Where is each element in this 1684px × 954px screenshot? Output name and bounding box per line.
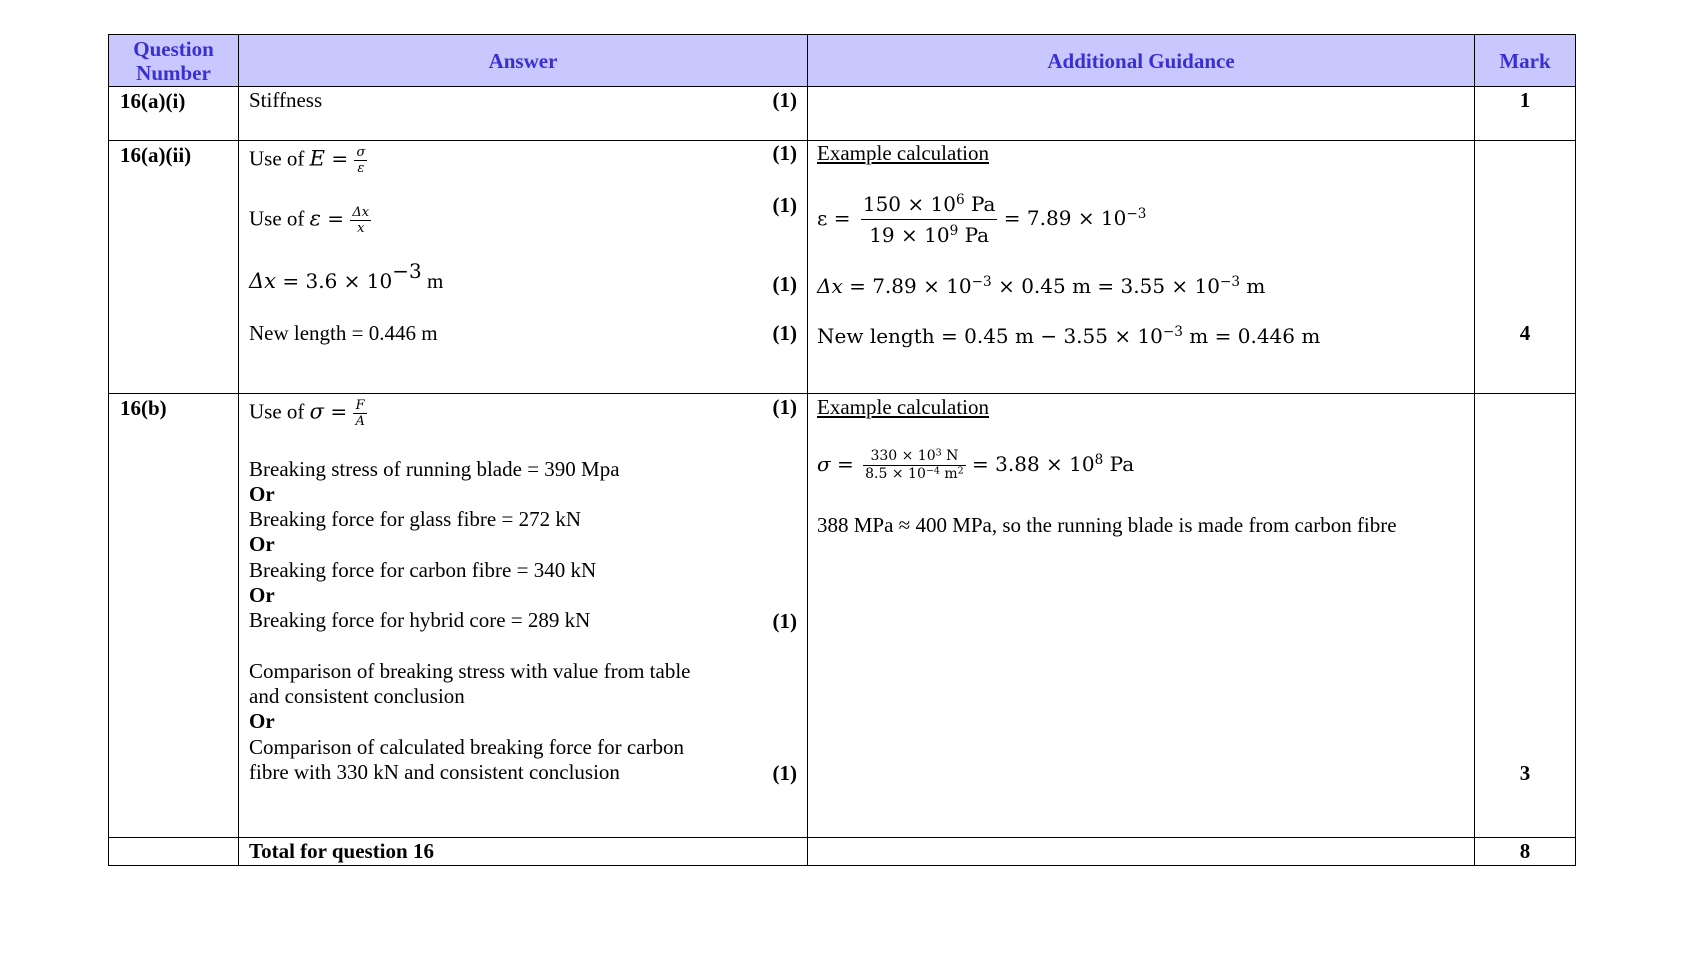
answer-cell (239, 141, 808, 394)
total-guidance-cell (808, 838, 1475, 866)
mark-cell (1475, 394, 1576, 838)
answer-line: Breaking force for carbon fibre = 340 kN (249, 558, 597, 582)
mark-value: 1 (1519, 88, 1531, 112)
answer-line: Breaking force for hybrid core = 289 kN (249, 608, 591, 632)
question-number: 16(a)(ii) (109, 141, 239, 394)
answer-line: Use of ε = $\frac{\Delta x}{x}$ (249, 205, 370, 236)
mark-cell (1475, 141, 1576, 394)
question-number: 16(b) (109, 394, 239, 838)
header-question-number: Question Number (109, 35, 239, 87)
answer-mark: (1) (772, 141, 797, 165)
header-additional-guidance: Additional Guidance (808, 35, 1475, 87)
guidance-cell (808, 141, 1475, 394)
header-mark: Mark (1475, 35, 1576, 87)
header-row (109, 35, 1576, 87)
answer-mark: (1) (772, 272, 797, 296)
total-label: Total for question 16 (249, 839, 434, 863)
total-empty-cell (109, 838, 239, 866)
answer-line: Breaking force for glass fibre = 272 kN (249, 507, 581, 531)
total-label-cell (239, 838, 808, 866)
answer-text: Stiffness (249, 88, 323, 112)
guidance-heading: Example calculation (817, 395, 990, 419)
answer-line: Breaking stress of running blade = 390 Mpa (249, 457, 620, 481)
table-row (109, 394, 1576, 838)
answer-mark: (1) (772, 321, 797, 345)
answer-line: Comparison of breaking stress with value from table (249, 659, 691, 683)
answer-cell (239, 87, 808, 141)
answer-line: Use of σ = $\frac{F}{A}$ (249, 398, 365, 429)
or-label: Or (249, 709, 275, 733)
mark-scheme-table (108, 34, 1576, 866)
answer-line: Comparison of calculated breaking force for carbon (249, 735, 684, 759)
guidance-line: $\Delta x = 7.89 \times 10^{-3} \times 0.45$ $m = 3.55 \times 10^{-3}$ m (817, 274, 1266, 298)
guidance-cell (808, 394, 1475, 838)
guidance-line: 388 MPa ≈ 400 MPa, so the running blade is made from carbon fibre (817, 513, 1397, 537)
or-label: Or (249, 482, 275, 506)
mark-cell (1475, 87, 1576, 141)
total-row (109, 838, 1576, 866)
answer-cell (239, 394, 808, 838)
header-answer: Answer (239, 35, 808, 87)
answer-mark: (1) (772, 761, 797, 785)
question-number: 16(a)(i) (109, 87, 239, 141)
or-label: Or (249, 583, 275, 607)
guidance-line: σ = $\frac{330 \times 10^3 N}{8.5 \times 10^{-4} m^2}$ = $3.88 \times 10^8$ Pa (817, 447, 1135, 482)
guidance-line: ε = $\frac{150 \times 10^6 Pa}{19 \times 10^9 Pa}$ = $7.89 \times 10^{-3}$ (817, 189, 1146, 250)
guidance-heading: Example calculation (817, 141, 990, 165)
answer-mark: (1) (772, 609, 797, 633)
answer-line: New length = 0.446 m (249, 321, 438, 345)
total-mark: 8 (1519, 839, 1531, 863)
guidance-cell (808, 87, 1475, 141)
answer-line: and consistent conclusion (249, 684, 465, 708)
answer-line: Use of E = $\frac{\sigma}{\varepsilon}$ (249, 145, 366, 176)
total-mark-cell (1475, 838, 1576, 866)
table-row (109, 87, 1576, 141)
answer-mark: (1) (772, 395, 797, 419)
mark-value: 4 (1519, 321, 1531, 345)
guidance-line: New length = 0.45 $m - 3.55 \times 10^{-3}$ m = 0.446 m (817, 324, 1321, 348)
answer-line: $\Delta x = 3.6 \times 10^{-3}$ m (249, 259, 444, 293)
table-row (109, 141, 1576, 394)
mark-value: 3 (1519, 761, 1531, 785)
or-label: Or (249, 532, 275, 556)
answer-mark: (1) (772, 193, 797, 217)
answer-mark: (1) (772, 88, 797, 112)
answer-line: fibre with 330 kN and consistent conclusion (249, 760, 620, 784)
